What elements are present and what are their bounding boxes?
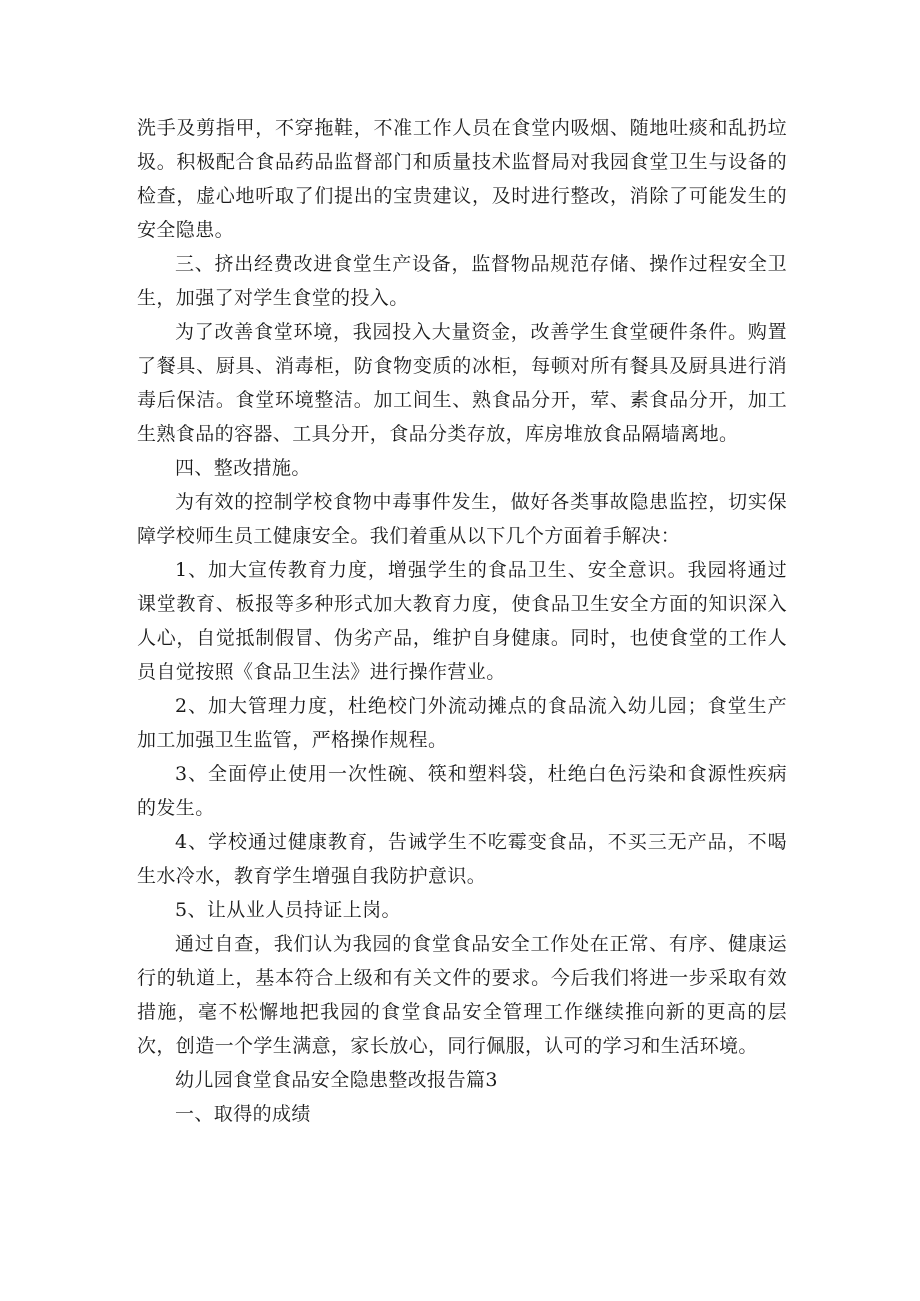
list-item-4: 4、学校通过健康教育，告诫学生不吃霉变食品，不买三无产品，不喝生水冷水，教育学生增强自我防护意识。 (137, 831, 787, 887)
paragraph-conclusion: 通过自查，我们认为我园的食堂食品安全工作处在正常、有序、健康运行的轨道上，基本符合上级和有关文件的要求。今后我们将进一步采取有效措施，毫不松懈地把我园的食堂食品安全管理工作继续推向新的更高的层次，创造一个学生满意，家长放心，同行佩服，认可的学习和生活环境。 (137, 933, 787, 1057)
paragraph-continuation: 洗手及剪指甲，不穿拖鞋，不准工作人员在食堂内吸烟、随地吐痰和乱扔垃圾。积极配合食品药品监督部门和质量技术监督局对我园食堂卫生与设备的检查，虚心地听取了们提出的宝贵建议，及时进行整改，消除了可能发生的安全隐患。 (137, 117, 787, 241)
paragraph-measures-intro: 为有效的控制学校食物中毒事件发生，做好各类事故隐患监控，切实保障学校师生员工健康安全。我们着重从以下几个方面着手解决： (137, 491, 787, 547)
list-item-2: 2、加大管理力度，杜绝校门外流动摊点的食品流入幼儿园；食堂生产加工加强卫生监管，严格操作规程。 (137, 695, 787, 751)
section-heading-3: 三、挤出经费改进食堂生产设备，监督物品规范存储、操作过程安全卫生，加强了对学生食堂的投入。 (137, 253, 787, 309)
document-body (137, 111, 787, 1131)
article-title-part-3: 幼儿园食堂食品安全隐患整改报告篇3 (175, 1069, 498, 1091)
section-heading-achievements: 一、取得的成绩 (175, 1103, 311, 1125)
list-item-3: 3、全面停止使用一次性碗、筷和塑料袋，杜绝白色污染和食源性疾病的发生。 (137, 763, 787, 819)
section-heading-4: 四、整改措施。 (175, 457, 311, 479)
list-item-5: 5、让从业人员持证上岗。 (175, 899, 401, 921)
list-item-1: 1、加大宣传教育力度，增强学生的食品卫生、安全意识。我园将通过课堂教育、板报等多种形式加大教育力度，使食品卫生安全方面的知识深入人心，自觉抵制假冒、伪劣产品，维护自身健康。同时，也使食堂的工作人员自觉按照《食品卫生法》进行操作营业。 (137, 559, 787, 683)
paragraph-canteen-improvement: 为了改善食堂环境，我园投入大量资金，改善学生食堂硬件条件。购置了餐具、厨具、消毒柜，防食物变质的冰柜，每顿对所有餐具及厨具进行消毒后保洁。食堂环境整洁。加工间生、熟食品分开，荤、素食品分开，加工生熟食品的容器、工具分开，食品分类存放，库房堆放食品隔墙离地。 (137, 321, 787, 445)
